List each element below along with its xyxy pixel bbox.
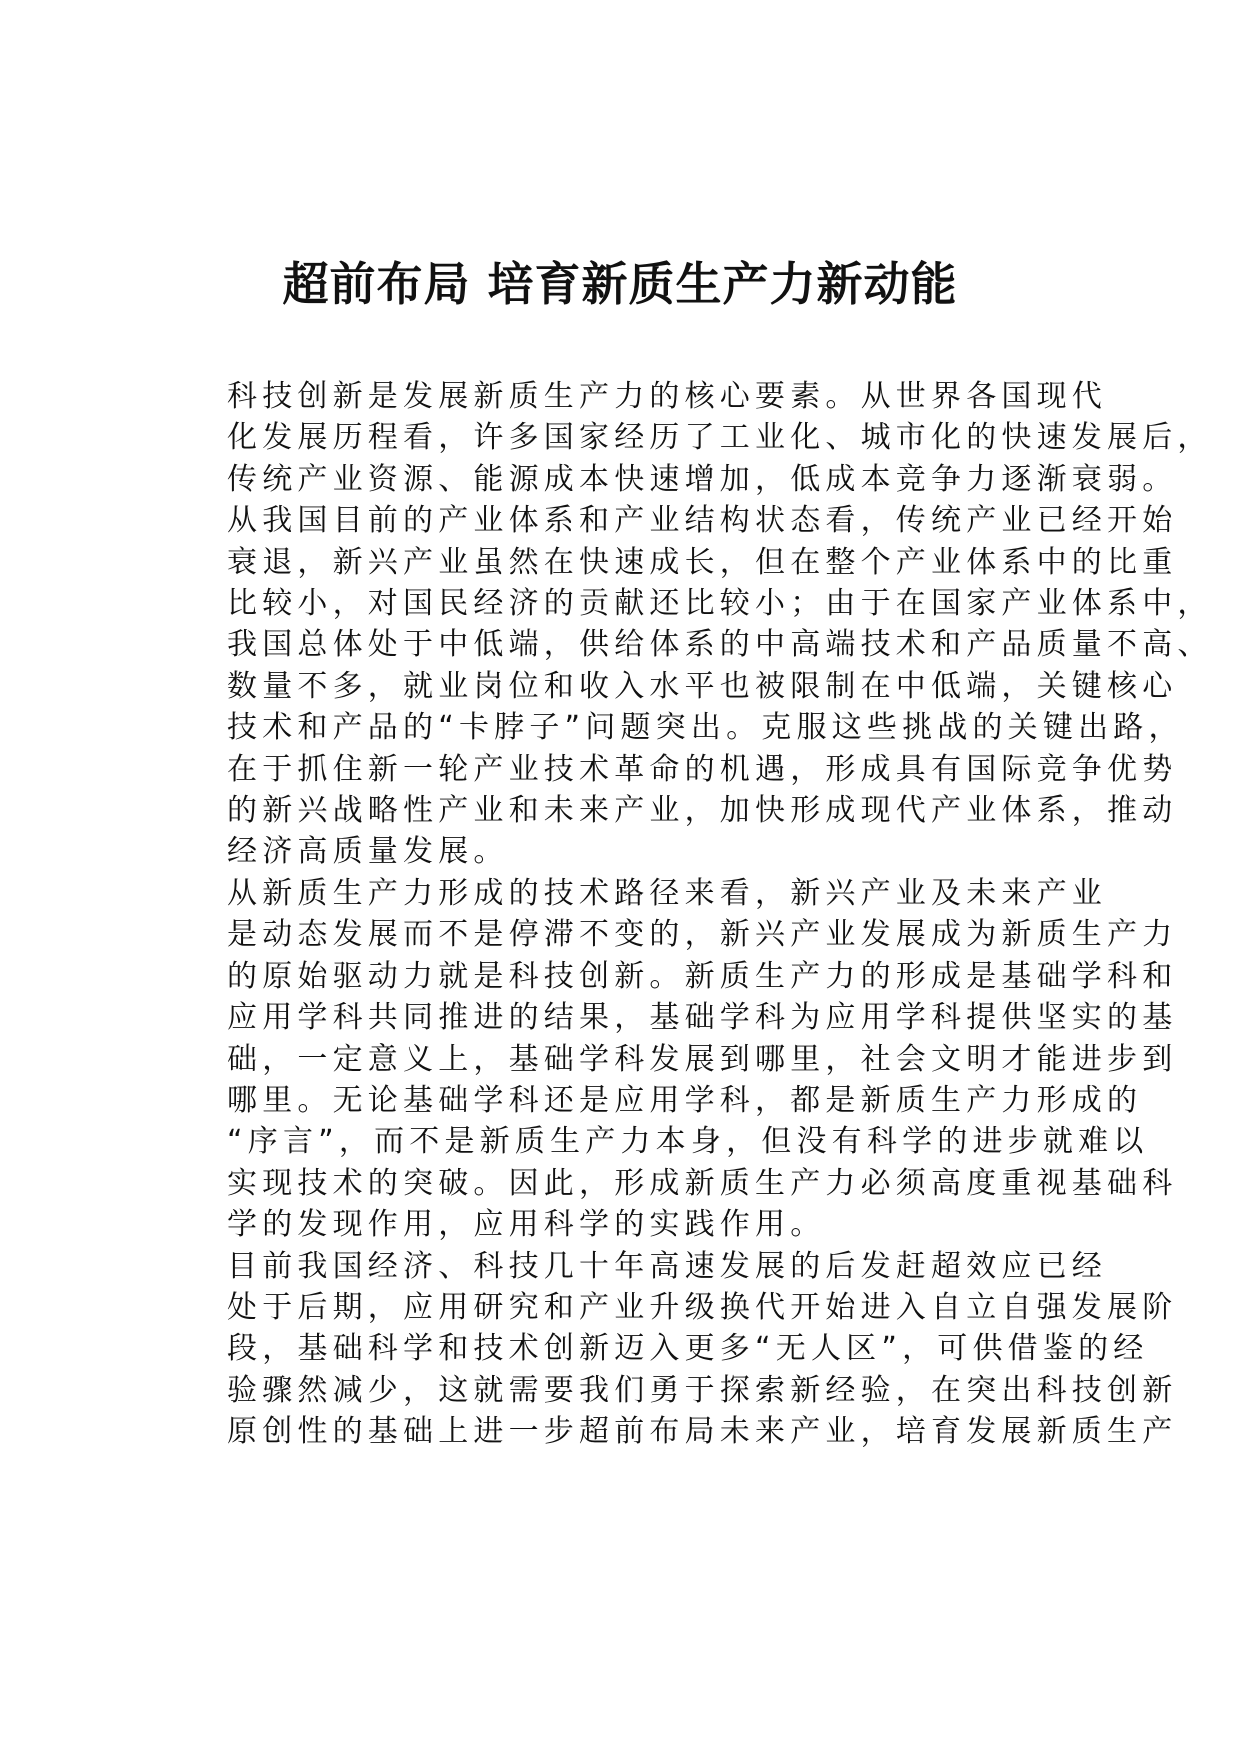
text-line: 技术和产品的“卡脖子”问题突出。克服这些挑战的关键出路， [227,710,1184,746]
text-line: 的新兴战略性产业和未来产业，加快形成现代产业体系，推动 [227,793,1178,829]
text-line: 的原始驱动力就是科技创新。新质生产力的形成是基础学科和 [227,958,1178,994]
text-line: 实现技术的突破。因此，形成新质生产力必须高度重视基础科 [227,1165,1178,1201]
text-line: 衰退，新兴产业虽然在快速成长，但在整个产业体系中的比重 [227,544,1178,580]
text-line: 我国总体处于中低端，供给体系的中高端技术和产品质量不高、 [227,627,1213,663]
text-line: 础，一定意义上，基础学科发展到哪里，社会文明才能进步到 [227,1041,1178,1077]
text-line: 目前我国经济、科技几十年高速发展的后发赶超效应已经 [227,1248,1107,1284]
document-title: 超前布局 培育新质生产力新动能 [282,257,958,311]
text-line: “序言”，而不是新质生产力本身，但没有科学的进步就难以 [227,1124,1149,1160]
text-line: 在于抓住新一轮产业技术革命的机遇，形成具有国际竞争优势 [227,751,1178,787]
text-line: 化发展历程看，许多国家经历了工业化、城市化的快速发展后， [227,420,1213,456]
text-line: 从我国目前的产业体系和产业结构状态看，传统产业已经开始 [227,503,1178,539]
text-line: 从新质生产力形成的技术路径来看，新兴产业及未来产业 [227,875,1107,911]
text-line: 经济高质量发展。 [227,834,509,870]
text-line: 传统产业资源、能源成本快速增加，低成本竞争力逐渐衰弱。 [227,461,1178,497]
paragraph-2 [157,873,1178,1246]
text-line: 哪里。无论基础学科还是应用学科，都是新质生产力形成的 [227,1082,1143,1118]
text-line: 原创性的基础上进一步超前布局未来产业，培育发展新质生产 [227,1414,1178,1450]
document-body [157,376,1213,1453]
text-line: 科技创新是发展新质生产力的核心要素。从世界各国现代 [227,379,1107,414]
text-line: 学的发现作用，应用科学的实践作用。 [227,1207,826,1243]
text-line: 数量不多，就业岗位和收入水平也被限制在中低端，关键核心 [227,668,1178,704]
text-line: 验骤然减少，这就需要我们勇于探索新经验，在突出科技创新 [227,1372,1178,1408]
paragraph-1 [157,376,1213,873]
text-line: 处于后期，应用研究和产业升级换代开始进入自立自强发展阶 [227,1289,1178,1325]
text-line: 应用学科共同推进的结果，基础学科为应用学科提供坚实的基 [227,1000,1178,1036]
text-line: 是动态发展而不是停滞不变的，新兴产业发展成为新质生产力 [227,917,1178,953]
paragraph-3 [157,1246,1178,1453]
text-line: 段，基础科学和技术创新迈入更多“无人区”，可供借鉴的经 [227,1331,1149,1367]
text-line: 比较小，对国民经济的贡献还比较小；由于在国家产业体系中， [227,586,1213,622]
